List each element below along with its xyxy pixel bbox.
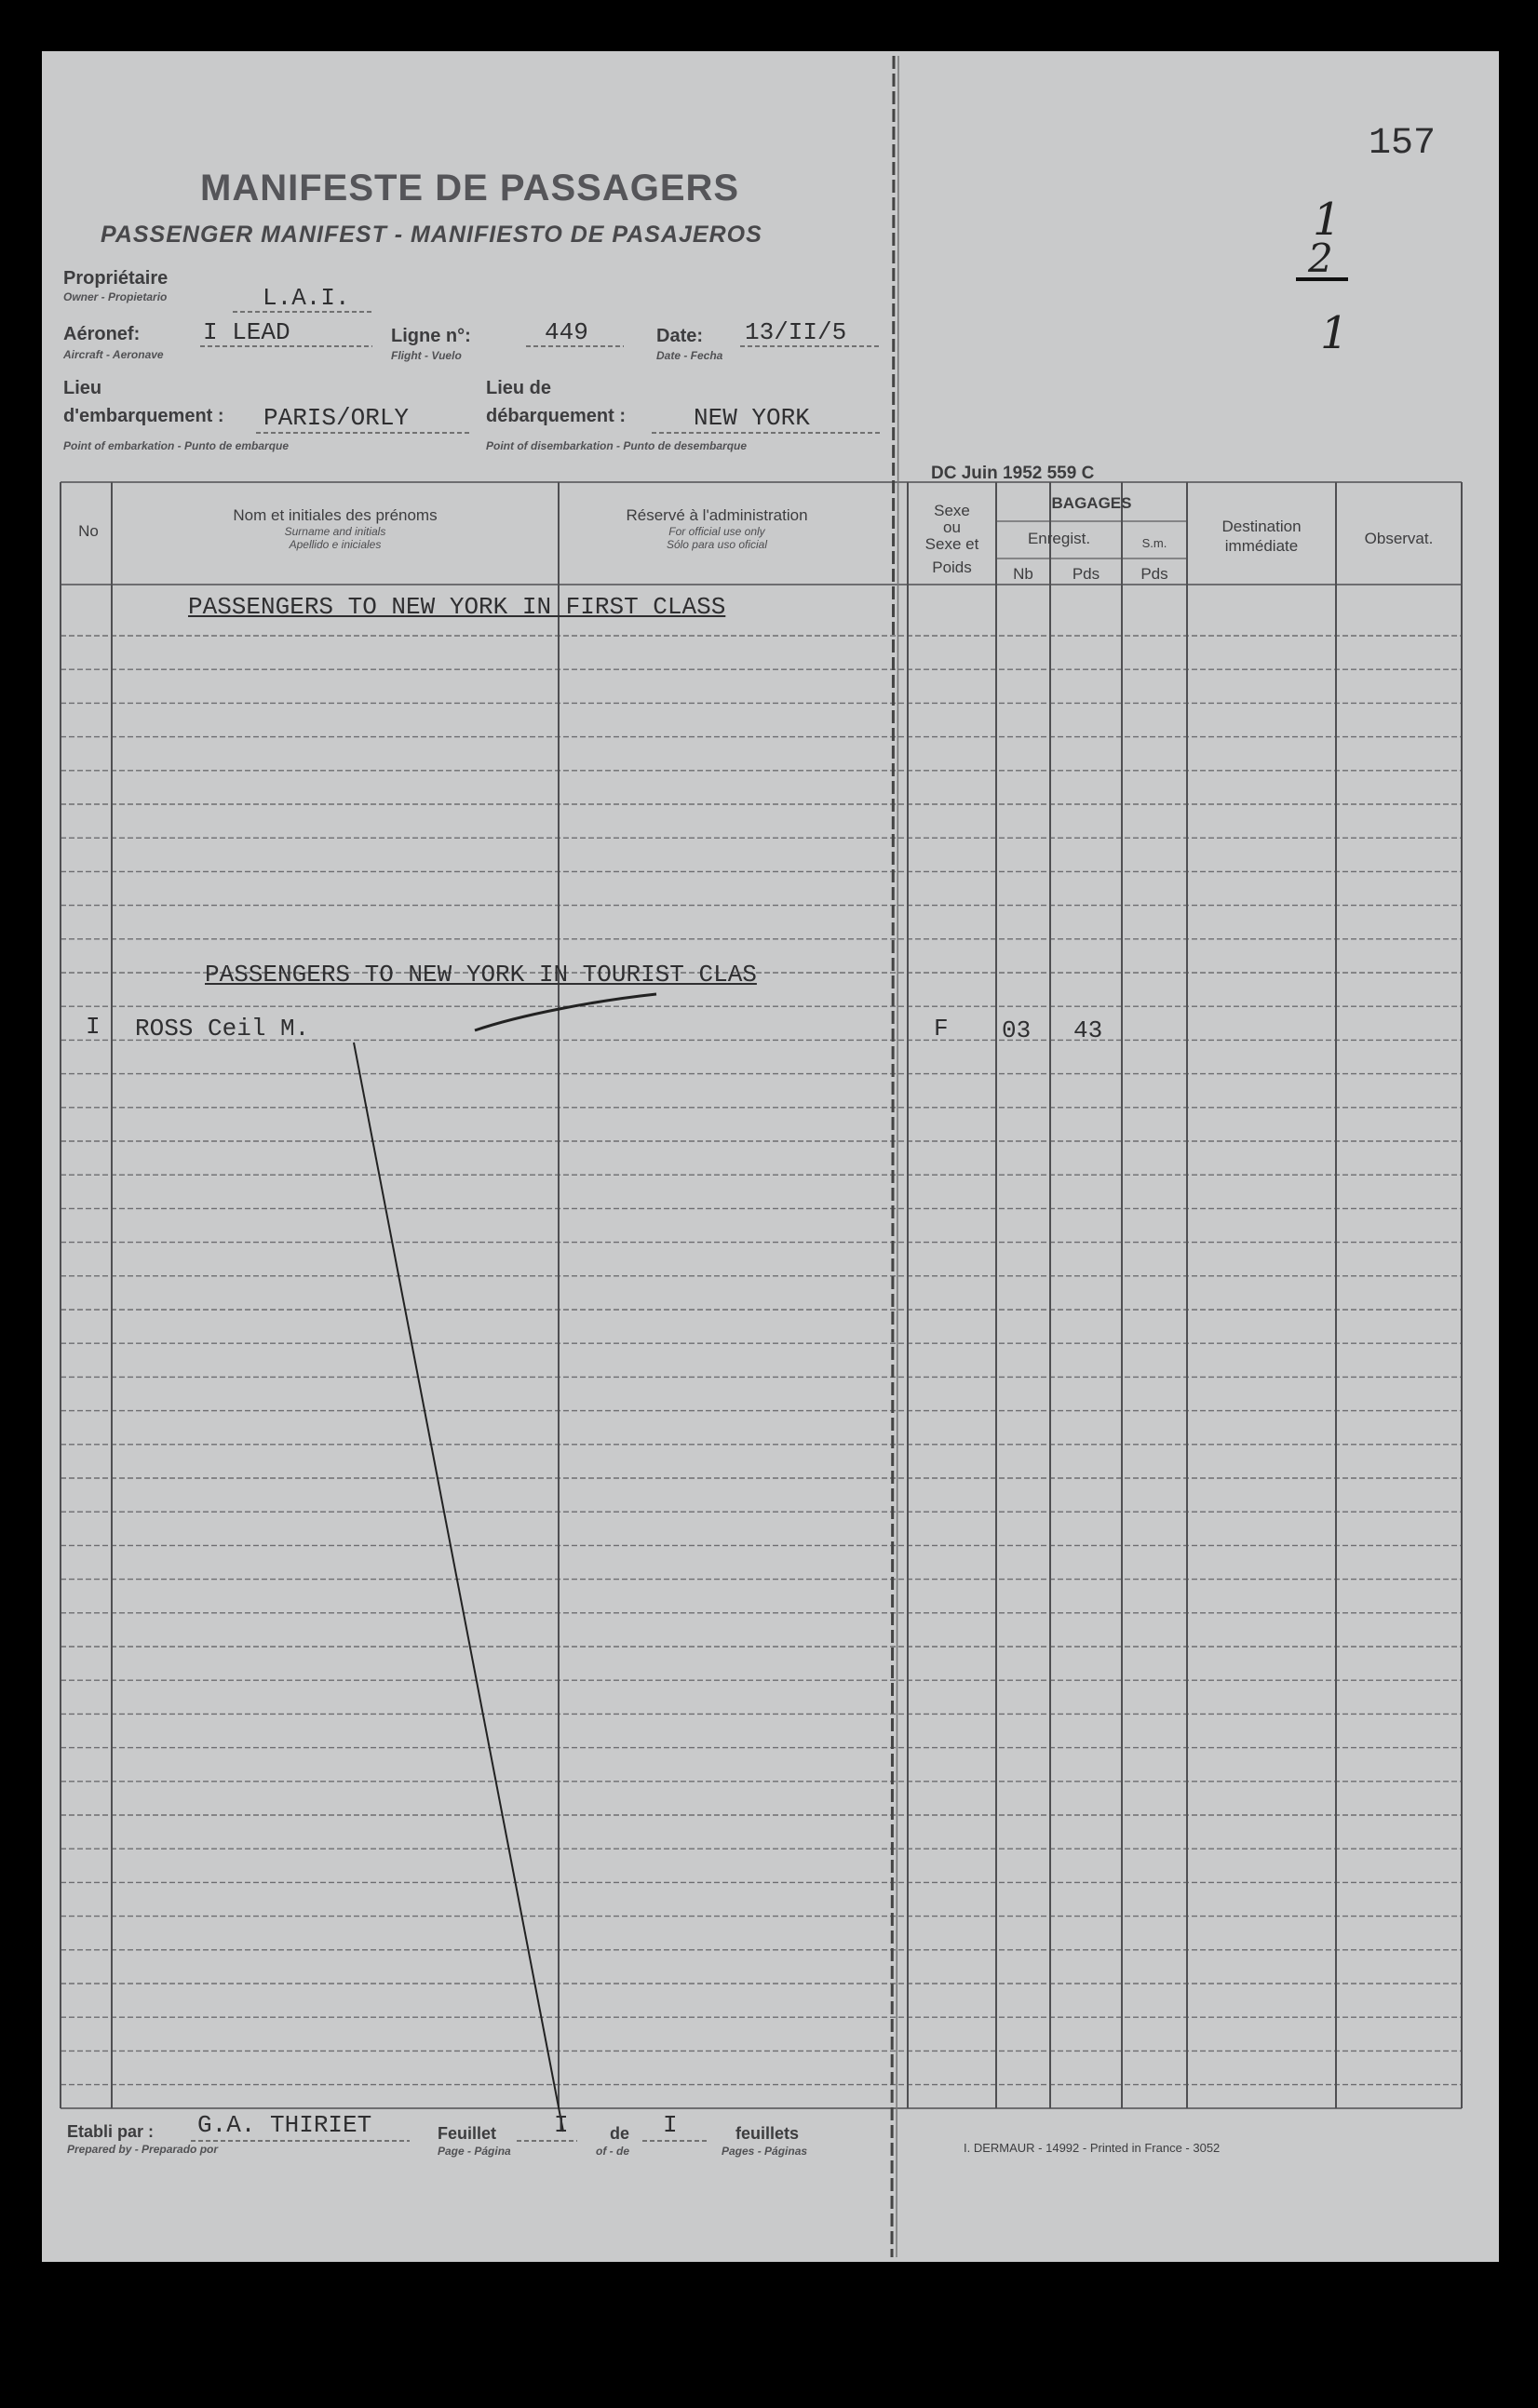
passenger-name: ROSS Ceil M. <box>135 1015 310 1043</box>
col-destination-header-1: Destination <box>1221 518 1302 535</box>
col-baggage-header: BAGAGES <box>1051 494 1132 512</box>
margin-mark-1: 1 <box>1313 194 1342 246</box>
col-sex-header-3: Sexe et <box>924 535 979 553</box>
col-admin-header-en: For official use only <box>668 525 765 538</box>
col-admin-header: Réservé à l'administration <box>626 506 808 524</box>
form-subtitle: PASSENGER MANIFEST - MANIFIESTO DE PASAJEROS <box>101 222 762 248</box>
col-bag-no-header: Nb <box>1013 565 1033 583</box>
col-name-header-es: Apellido e iniciales <box>289 538 382 551</box>
passenger-sex: F <box>934 1015 949 1043</box>
sheet-label: Feuillet <box>438 2124 497 2143</box>
date-value: 13/II/5 <box>745 318 847 346</box>
col-registered-header: Enregist. <box>1027 530 1091 547</box>
col-name-header-en: Surname and initials <box>284 525 386 538</box>
sheet-value: I <box>554 2111 569 2139</box>
embarkation-sublabel: Point of embarkation - Punto de embarque <box>63 439 290 452</box>
prepared-value: G.A. THIRIET <box>197 2111 372 2139</box>
col-remarks-header: Observat. <box>1364 530 1434 547</box>
disembarkation-sublabel: Point of disembarkation - Punto de desembarque <box>486 439 748 452</box>
form-code: DC Juin 1952 559 C <box>931 464 1095 483</box>
date-label: Date: <box>656 326 704 346</box>
flight-label: Ligne n°: <box>391 326 471 346</box>
col-no-header: No <box>78 522 99 540</box>
pages-label: feuillets <box>735 2124 800 2143</box>
fold-line <box>892 56 894 2257</box>
col-bag-pds-header: Pds <box>1072 565 1100 583</box>
fold-edge <box>897 56 898 2257</box>
col-sex-header-4: Poids <box>932 558 972 576</box>
section-first-class: PASSENGERS TO NEW YORK IN FIRST CLASS <box>188 593 726 621</box>
col-name-header: Nom et initiales des prénoms <box>233 506 438 524</box>
embarkation-label-2: d'embarquement : <box>63 406 224 426</box>
disembarkation-label-1: Lieu de <box>486 378 552 398</box>
flight-sublabel: Flight - Vuelo <box>391 349 462 362</box>
of-value: I <box>663 2111 678 2139</box>
col-admin-header-es: Sólo para uso oficial <box>666 538 768 551</box>
passenger-bags: 03 <box>1002 1016 1032 1044</box>
disembarkation-label-2: débarquement : <box>486 406 627 426</box>
margin-mark-2: 2 <box>1308 235 1333 281</box>
owner-sublabel: Owner - Propietario <box>63 290 168 303</box>
embarkation-value: PARIS/ORLY <box>263 404 410 432</box>
section-tourist-class: PASSENGERS TO NEW YORK IN TOURIST CLAS <box>205 961 757 989</box>
passenger-weight: 43 <box>1073 1016 1103 1044</box>
sheet-sublabel: Page - Página <box>438 2145 511 2158</box>
embarkation-label-1: Lieu <box>63 378 102 398</box>
aircraft-sublabel: Aircraft - Aeronave <box>63 348 164 361</box>
printer-imprint: I. DERMAUR - 14992 - Printed in France - 3052 <box>964 2141 1221 2155</box>
col-hand-pds-header: Pds <box>1140 565 1168 583</box>
col-sex-header-1: Sexe <box>934 502 970 519</box>
pen-line <box>354 1043 563 2132</box>
form-title: MANIFESTE DE PASSAGERS <box>200 168 740 209</box>
owner-value: L.A.I. <box>263 284 350 312</box>
col-hand-bag-header: S.m. <box>1141 536 1167 550</box>
of-sublabel: of - de <box>596 2145 629 2158</box>
aircraft-label: Aéronef: <box>63 324 141 344</box>
flight-value: 449 <box>545 318 588 346</box>
col-sex-header-2: ou <box>943 518 961 536</box>
date-sublabel: Date - Fecha <box>656 349 723 362</box>
owner-label: Propriétaire <box>63 268 169 289</box>
of-label: de <box>610 2124 630 2143</box>
prepared-sublabel: Prepared by - Preparado por <box>67 2143 219 2156</box>
aircraft-value: I LEAD <box>203 318 290 346</box>
col-destination-header-2: immédiate <box>1224 537 1299 555</box>
disembarkation-value: NEW YORK <box>694 404 810 432</box>
pen-stroke <box>475 994 656 1030</box>
page-number: 157 <box>1369 123 1437 165</box>
margin-mark-3: 1 <box>1320 307 1349 359</box>
passenger-no: I <box>86 1013 101 1041</box>
prepared-label: Etabli par : <box>67 2122 155 2141</box>
pages-sublabel: Pages - Páginas <box>722 2145 808 2158</box>
